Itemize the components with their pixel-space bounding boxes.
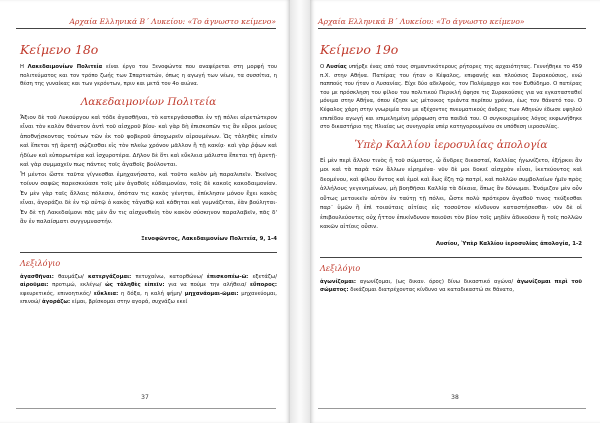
intro-post: είναι έργο του Ξενοφώντα που αναφέρεται στη μορφή του πολιτεύματος και τον τρόπο ζωής των Σπαρτιατών, όπως η αγωγή των νέων, τα συσσίτια, η θέση της γυναίκας και των γερόντων, πριν και μετά τον 4ο αιώνα.	[20, 64, 278, 88]
lexicon-heading: Λεξιλόγιο	[320, 263, 361, 273]
lex-def: είμαι, βρίσκομαι στην αγορά, συχνάζω εκεί	[70, 299, 188, 305]
lex-term: εὔκλεια:	[93, 290, 119, 297]
lex-term: εὔπορος:	[249, 282, 277, 289]
left-content	[20, 36, 277, 306]
greek-passage	[20, 114, 277, 228]
lexicon-block	[320, 278, 582, 295]
lex-def: για να πούμε την αλήθεια/	[164, 282, 250, 289]
lex-term: ἀγασθῆναι:	[20, 273, 54, 280]
intro-pre: Ο	[320, 64, 327, 70]
lex-def: θαυμάζω/	[53, 273, 89, 280]
lex-def: προτιμώ, εκλέγω/	[48, 282, 106, 289]
lexicon-block	[20, 273, 277, 307]
lex-term: αἱροῦμαι:	[20, 282, 49, 289]
lex-def: αγωνίζομαι, (ως δικαν. όρος) δίνω δικαστικό αγώνα/	[356, 278, 517, 285]
lex-def: εξετάζω/	[248, 273, 277, 280]
footer-rule	[318, 408, 586, 409]
page-number: 38	[451, 394, 459, 401]
section-rule	[20, 252, 277, 253]
intro-pre: Η	[20, 64, 28, 70]
lex-def: εφευρετικός, επινοητικός/	[20, 290, 94, 297]
header-rule	[16, 28, 276, 29]
lex-term: κατεργάζομαι:	[88, 273, 132, 280]
running-header: Αρχαία Ελληνικά Β΄ Λυκείου: «Το άγνωστο κείμενο»	[69, 17, 276, 26]
lex-term: ἀγωνίζομαι:	[320, 278, 357, 285]
intro-bold: Λυσίας	[326, 64, 347, 70]
intro-post: υπήρξε ένας από τους σημαντικότερους ρήτορες της αρχαιότητας. Γεννήθηκε το 459 π.Χ. στην Αθήνα. Πατέρας του ήταν ο Κέφαλος, επιφανής και πλούσιος Συρακούσιος, ενώ παππούς του ήταν ο Λυσανίας. Είχε δύο αδελφούς, τον Πολέμαρχο και τον Ευθύδημο. Ο πατέρας του με πρόσκληση του φίλου του πολιτικού Περικλή άφησε τις Συρακούσες για να εγκατασταθεί μόνιμα στην Αθήνα, όπου έζησε ως μέτοικος τριάντα περίπου χρόνια, έως τον θάνατό του. Ο Κέφαλος χάρη στην γνωριμία του με εξέχοντες πνευματικούς άνδρες των Αθηνών έδωσε υψηλού επιπέδου αγωγή και επιμελημένη μόρφωση στα παιδιά του. Ο συγκεκριμένος λόγος εκφωνήθηκε στο δικαστήριο της Ηλιαίας ως συνηγορία υπέρ κατηγορουμένου σε υπόθεση ιεροσυλίας.	[320, 64, 582, 131]
source-citation: Λυσίου, Ὑπὲρ Καλλίου ἱεροσυλίας ἀπολογία, 1-2	[435, 240, 582, 247]
greek-passage	[320, 157, 582, 233]
lexicon-heading: Λεξιλόγιο	[20, 258, 61, 268]
lex-term: μηχανάομαι-ῶμαι:	[184, 290, 239, 297]
text-title: Κείμενο 19ο	[320, 42, 399, 57]
intro-paragraph	[320, 63, 582, 132]
intro-paragraph	[20, 63, 277, 89]
lex-term: ἀγωνίζομαι περὶ τοῦ σώματος:	[320, 278, 582, 294]
passage-paragraph: Ἄξιον δὲ τοῦ Λυκούργου καὶ τόδε ἀγασθῆναι, τὸ κατεργάσασθαι ἐν τῇ πόλει αἱρετώτερον εἶναι τὸν καλὸν θάνατον ἀντὶ τοῦ αἰσχροῦ βίου· καὶ γὰρ δὴ ἐπισκοπῶν τις ἂν εὕροι μείους ἀποθνῄσκοντας τούτων τῶν ἐκ τοῦ φοβεροῦ ἀποχωρεῖν αἱρουμένων. Ὡς τἀληθὲς εἰπεῖν καὶ ἕπεται τῇ ἀρετῇ σῴζεσθαι εἰς τὸν πλείω χρόνον μᾶλλον ἢ τῇ κακίᾳ· καὶ γὰρ ῥᾴων καὶ ἡδίων καὶ εὐπορωτέρα καὶ ἰσχυροτέρα. Δῆλον δὲ ὅτι καὶ εὔκλεια μάλιστα ἕπεται τῇ ἀρετῇ· καὶ γὰρ συμμαχεῖν πως πάντες τοῖς ἀγαθοῖς βούλονται.	[20, 114, 277, 169]
passage-paragraph: Εἰ μὲν περὶ ἄλλου τινὸς ἦ τοῦ σώματος, ὦ ἄνδρες δικασταί, Καλλίας ἠγωνίζετο, ἐξήρκει ἂν μοι καὶ τὰ παρὰ τῶν ἄλλων εἰρημένα· νῦν δὲ μοι δοκεῖ αἰσχρὸν εἶναι, ἱκετεύοντος καὶ δεομένου, καὶ φίλου ὄντος καὶ ἐμοὶ καὶ ἕως ἔζη τῷ πατρί, καὶ πολλῶν συμβολαίων ἡμῖν πρὸς ἀλλήλους γεγενημένων, μὴ βοηθῆσαι Καλλίᾳ τὰ δίκαια, ὅπως ἂν δύνωμαι. Ἐνόμιζον μὲν οὖν οὕτως μετοικεῖν αὐτὸν ἐν ταύτῃ τῇ πόλει, ὥστε πολὺ πρότερον ἀγαθοῦ τινος τεύξεσθαι παρ᾽ ὑμῶν ἢ ἐπὶ τοιαύταις αἰτίαις εἰς τοσοῦτον κίνδυνον καταστήσεσθαι· νῦν δὲ οἱ ἐπιβουλεύοντες οὐχ ἧττον ἐπικίνδυνον ποιοῦσι τὸν βίον τοῖς μηδὲν ἀδικοῦσιν ἢ τοῖς πολλῶν κακῶν αἰτίοις οὖσιν.	[320, 157, 582, 231]
right-page	[310, 0, 600, 423]
footer-rule	[16, 408, 276, 409]
page-number: 37	[141, 394, 149, 401]
left-page	[0, 0, 290, 423]
intro-bold: Λακεδαιμονίων Πολιτεία	[27, 64, 103, 70]
lex-def: πετυχαίνω, κατορθώνω/	[131, 273, 207, 280]
running-header: Αρχαία Ελληνικά Β΄ Λυκείου: «Το άγνωστο κείμενο»	[318, 17, 525, 26]
book-gutter	[290, 0, 310, 423]
source-citation: Ξενοφῶντος, Λακεδαιμονίων Πολιτεία, 9, 1-4	[141, 235, 277, 242]
passage-title: Λακεδαιμονίων Πολιτεία	[80, 95, 217, 108]
right-content	[320, 36, 582, 295]
lex-def: δικάζομαι διατρέχοντας κίνδυνο να καταδικαστώ σε θάνατο,	[348, 287, 515, 294]
passage-title: Ὑπὲρ Καλλίου ἱεροσυλίας ἀπολογία	[354, 138, 548, 151]
lex-term: ἐπισκοπέω-ῶ:	[206, 273, 249, 280]
lex-def: η δόξα, η καλή φήμη/	[118, 290, 185, 297]
passage-paragraph: Ἧ μέντοι ὥστε ταῦτα γίγνεσθαι ἐμηχανήσατο, καὶ τοῦτο καλὸν μὴ παραλιπεῖν. Ἐκεῖνος τοίνυν σαφῶς παρεσκεύασε τοῖς μὲν ἀγαθοῖς εὐδαιμονίαν, τοῖς δὲ κακοῖς κακοδαιμονίαν. Ἐν μὲν γὰρ ταῖς ἄλλαις πόλεσιν, ὁπόταν τις κακὸς γένηται, ἐπίκλησιν μόνον ἔχει κακὸς εἶναι, ἀγοράζει δὲ ἐν τῷ αὐτῷ ὁ κακὸς τἀγαθῷ καὶ κάθηται καὶ γυμνάζεται, ἐὰν βούληται· Ἐν δὲ τῇ Λακεδαίμονι πᾶς μὲν ἄν τις αἰσχυνθείη τὸν κακὸν σύσκηνον παραλαβεῖν, πᾶς δ' ἂν ἐν παλαίσματι συγγυμναστήν.	[20, 171, 277, 226]
text-title: Κείμενο 18ο	[20, 42, 99, 57]
lex-term: ἀγοράζω:	[41, 299, 71, 305]
section-rule	[320, 257, 582, 258]
lex-term: ὡς τἀληθὲς εἰπεῖν:	[105, 282, 165, 289]
header-rule	[318, 28, 586, 29]
lex-def: μηχανεύομαι, επινοώ/	[20, 290, 277, 305]
